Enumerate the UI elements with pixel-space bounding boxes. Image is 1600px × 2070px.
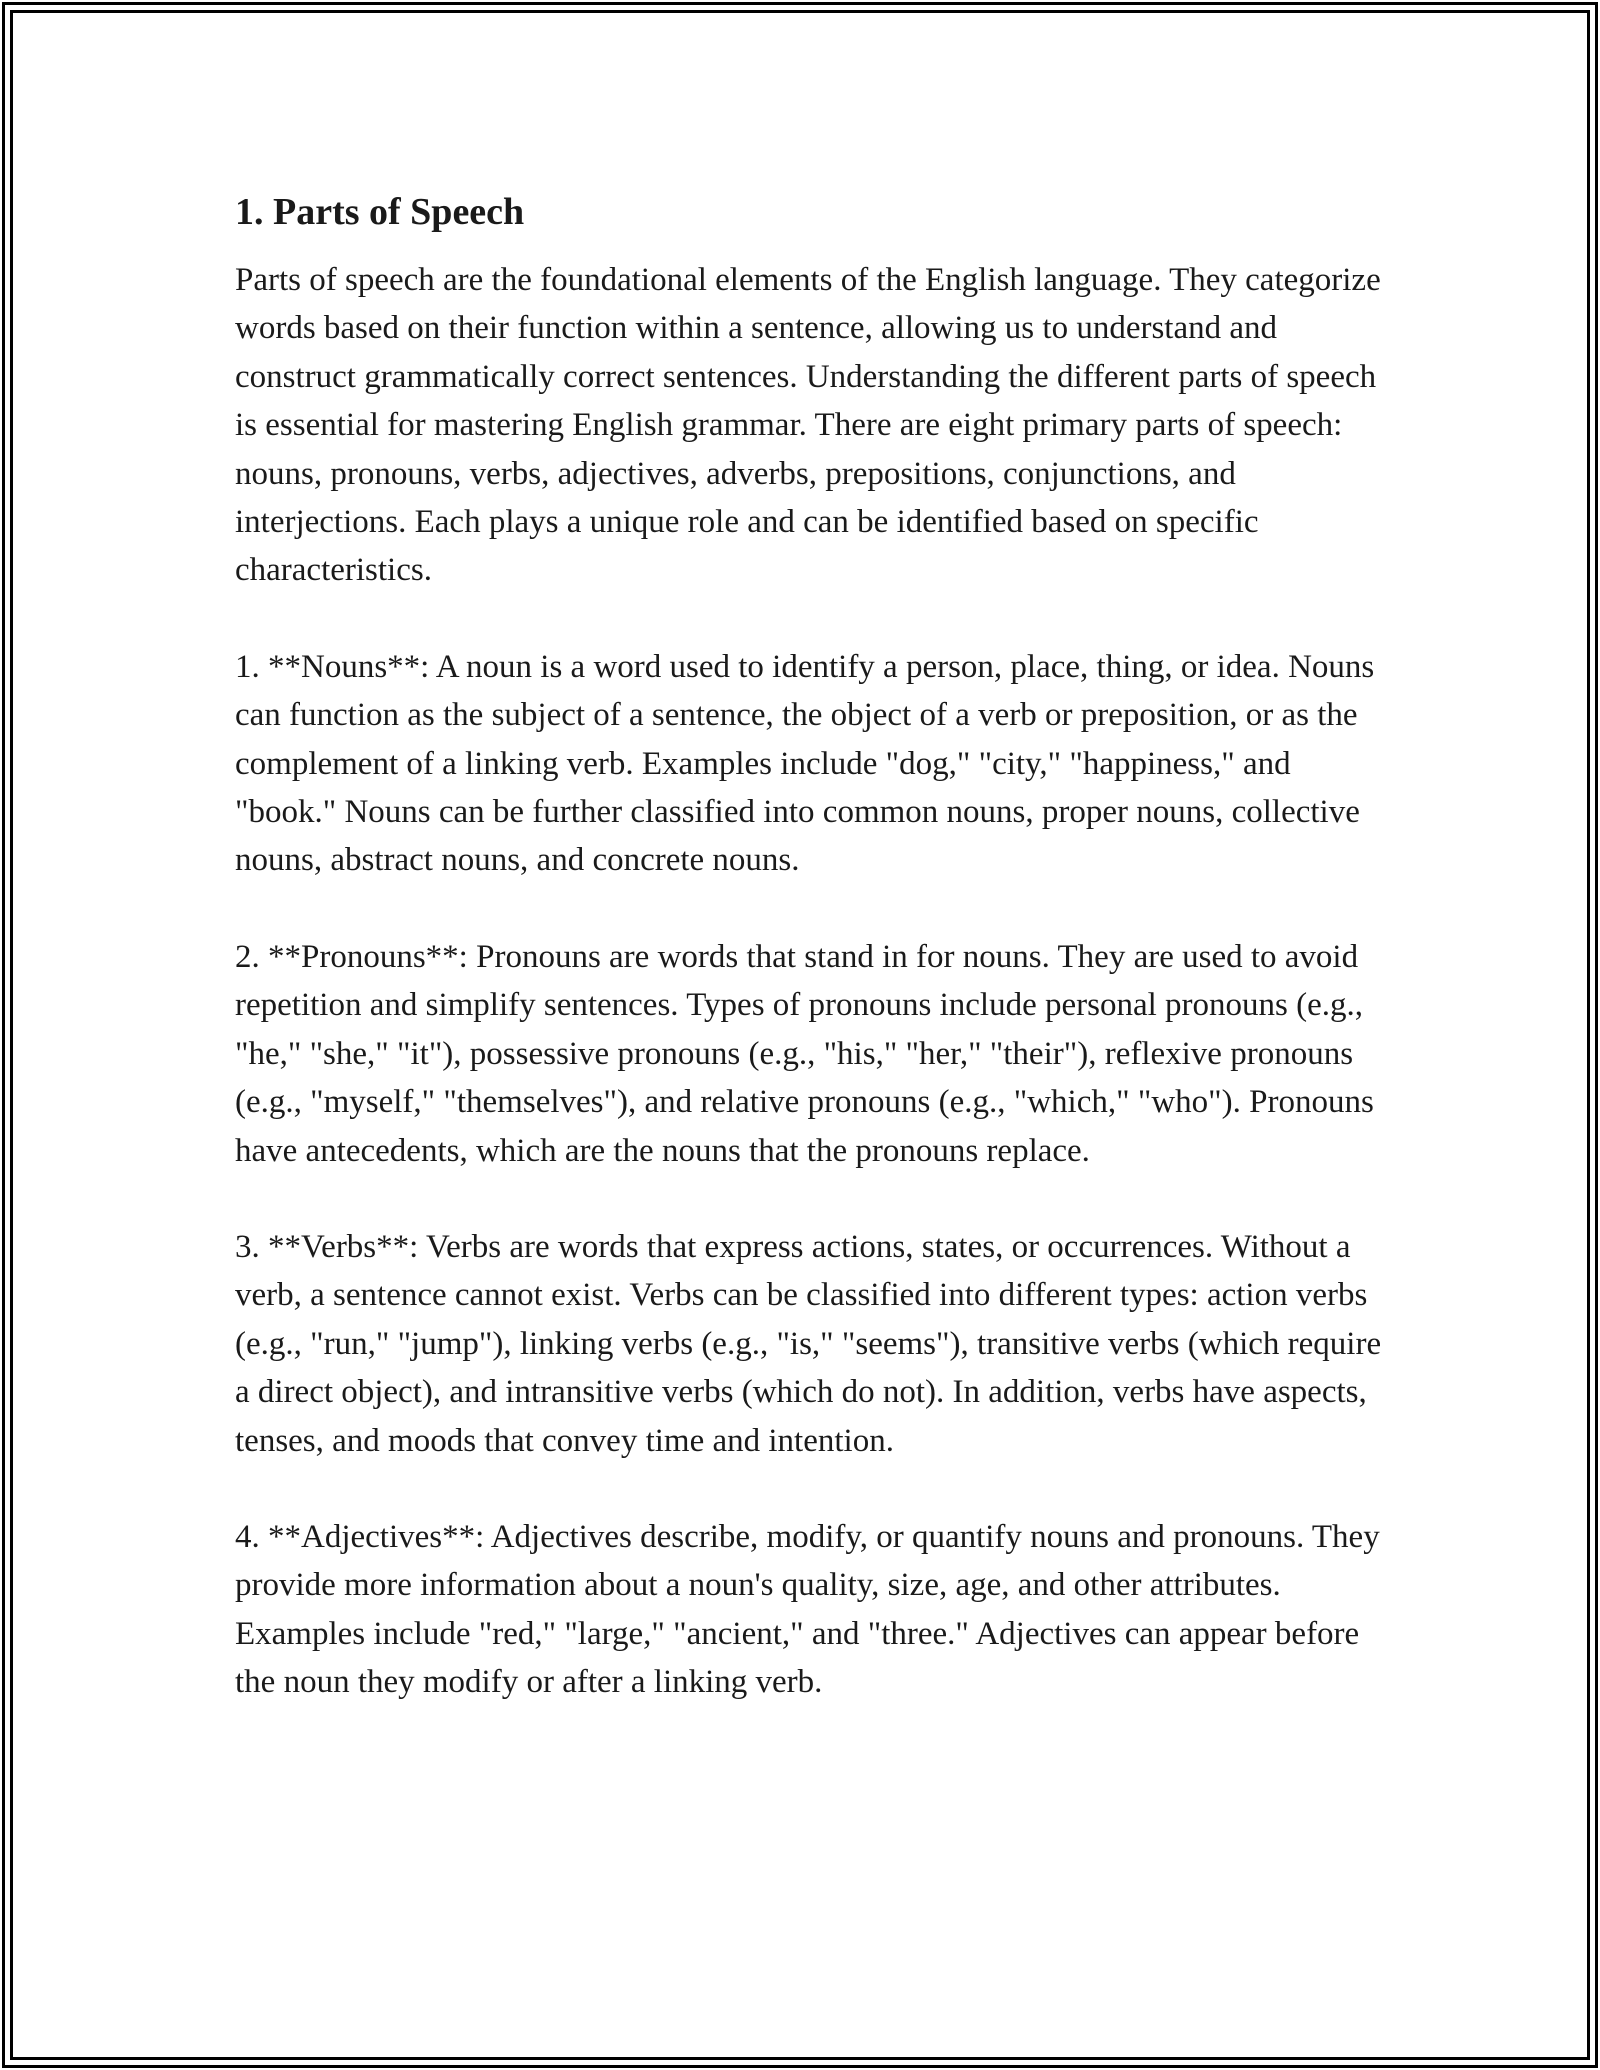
verbs-paragraph: 3. **Verbs**: Verbs are words that express actions, states, or occurrences. Without a verb, a sentence cannot exist. Verbs can be classified into different types: action verbs (e.g., "run," "jump"), linking verbs (e.g., "is," "seems"), transitive verbs (which require a direct object), and intransitive verbs (which do not). In addition, verbs have aspects, tenses, and moods that convey time and intention. <box>235 1228 1382 1459</box>
adjectives-paragraph: 4. **Adjectives**: Adjectives describe, modify, or quantify nouns and pronouns. They provide more information about a noun's quality, size, age, and other attributes. Examples include "red," "large," "ancient," and "three." Adjectives can appear before the noun they modify or after a linking verb. <box>235 1518 1380 1701</box>
pronouns-paragraph: 2. **Pronouns**: Pronouns are words that stand in for nouns. They are used to avoid repetition and simplify sentences. Types of pronouns include personal pronouns (e.g., "he," "she," "it"), possessive pronouns (e.g., "his," "her," "their"), reflexive pronouns (e.g., "myself," "themselves"), and relative pronouns (e.g., "which," "who"). Pronouns have antecedents, which are the nouns that the pronouns replace. <box>235 938 1374 1169</box>
section-heading: 1. Parts of Speech <box>235 191 525 233</box>
intro-paragraph: Parts of speech are the foundational elements of the English language. They categorize words based on their function within a sentence, allowing us to understand and construct grammatically correct sentences. Understanding the different parts of speech is essential for mastering English grammar. There are eight primary parts of speech: nouns, pronouns, verbs, adjectives, adverbs, prepositions, conjunctions, and interjections. Each plays a unique role and can be identified based on specific characteristics. <box>235 262 1381 589</box>
nouns-paragraph: 1. **Nouns**: A noun is a word used to identify a person, place, thing, or idea. Nouns can function as the subject of a sentence, the object of a verb or preposition, or as the complement of a linking verb. Examples include "dog," "city," "happiness," and "book." Nouns can be further classified into common nouns, proper nouns, collective nouns, abstract nouns, and concrete nouns. <box>235 648 1375 879</box>
document-body <box>235 186 1385 1755</box>
